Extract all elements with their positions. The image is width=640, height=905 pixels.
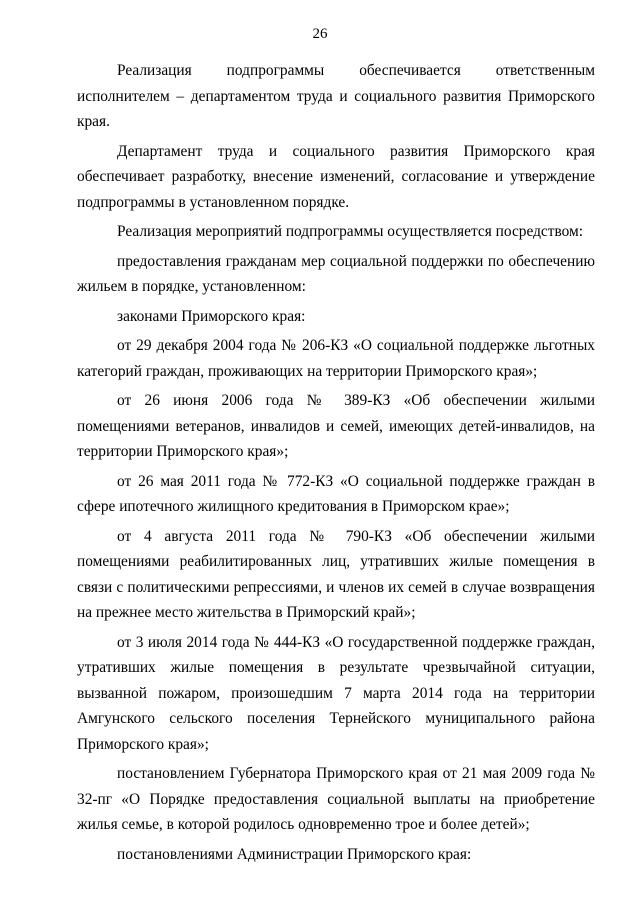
paragraph: Реализация подпрограммы обеспечивается ответственным исполнителем – департаментом труда и социального развития Приморского края. xyxy=(77,62,595,130)
paragraph: предоставления гражданам мер социальной поддержки по обеспечению жильем в порядке, установленном: xyxy=(77,252,595,295)
paragraph: от 26 июня 2006 года № 389-КЗ «Об обеспечении жилыми помещениями ветеранов, инвалидов и семей, имеющих детей-инвалидов, на территории Приморского края»; xyxy=(77,392,595,460)
paragraph: постановлением Губернатора Приморского края от 21 мая 2009 года № 32-пг «О Порядке предоставления социальной выплаты на приобретение жилья семье, в которой родилось одновременно трое и более детей»; xyxy=(77,765,595,833)
paragraph: Реализация мероприятий подпрограммы осуществляется посредством: xyxy=(117,223,584,240)
paragraph: от 3 июля 2014 года № 444-КЗ «О государственной поддержке граждан, утративших жилые помещения в результате чрезвычайной ситуации, вызванной пожаром, произошедшим 7 марта 2014 года на территории Амгунского сельского поселения Тернейского муниципального района Приморского края»; xyxy=(77,633,595,753)
paragraph: Департамент труда и социального развития Приморского края обеспечивает разработку, внесение изменений, согласование и утверждение подпрограммы в установленном порядке. xyxy=(77,142,595,211)
document-body xyxy=(77,58,595,871)
paragraph: от 4 августа 2011 года № 790-КЗ «Об обеспечении жилыми помещениями реабилитированных лиц, утративших жилые помещения в связи с политическими репрессиями, и членов их семей в случае возвращения на прежнее место жительства в Приморский край»; xyxy=(77,527,595,621)
page-number: 26 xyxy=(312,26,328,42)
paragraph: от 26 мая 2011 года № 772-КЗ «О социальной поддержке граждан в сфере ипотечного жилищного кредитования в Приморском крае»; xyxy=(77,472,595,515)
paragraph: законами Приморского края: xyxy=(117,307,306,325)
paragraph: постановлениями Администрации Приморского края: xyxy=(117,845,472,863)
paragraph: от 29 декабря 2004 года № 206-КЗ «О социальной поддержке льготных категорий граждан, проживающих на территории Приморского края»; xyxy=(77,337,595,380)
